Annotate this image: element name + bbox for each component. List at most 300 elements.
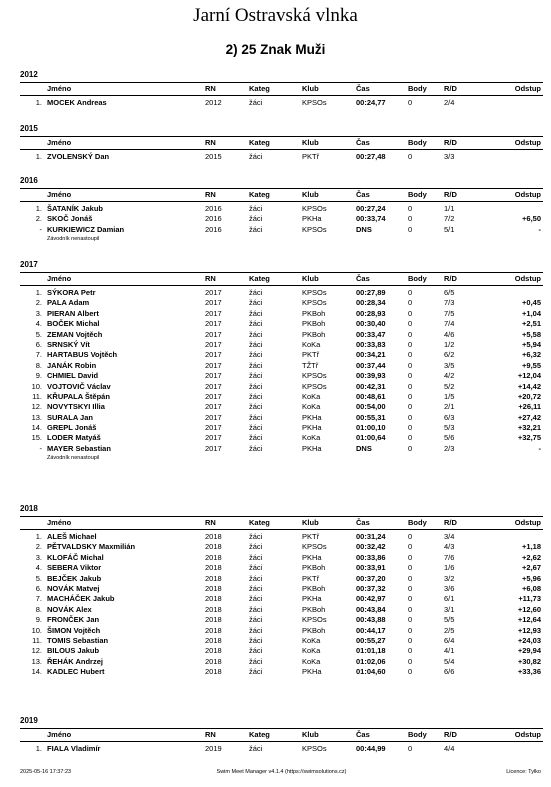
- cell-rank: 7.: [35, 350, 42, 360]
- cell-rd: 1/6: [444, 563, 455, 573]
- cell-name: BILOUS Jakub: [47, 646, 100, 656]
- page-footer: [20, 767, 543, 777]
- cell-rd: 5/2: [444, 381, 455, 391]
- cell-rd: 1/5: [444, 391, 455, 401]
- cell-odstup: +24,03: [517, 635, 541, 645]
- cell-body: 0: [408, 433, 413, 443]
- cell-rd: 7/3: [444, 298, 455, 308]
- cell-klub: KoKa: [302, 646, 321, 656]
- cell-odstup: +12,60: [517, 604, 541, 614]
- cell-cas: 00:33,86: [356, 552, 386, 562]
- section-year-label: 2016: [20, 176, 38, 185]
- cell-klub: PKBoh: [302, 604, 326, 614]
- cell-kateg: žáci: [249, 656, 263, 666]
- cell-rank: 12.: [31, 646, 42, 656]
- cell-odstup: -: [538, 443, 541, 453]
- table-row: [20, 605, 543, 615]
- cell-kateg: žáci: [249, 298, 263, 308]
- cell-body: 0: [408, 319, 413, 329]
- cell-klub: PKTř: [302, 350, 320, 360]
- cell-name: KURKIEWICZ Damian: [47, 224, 125, 234]
- cell-kateg: žáci: [249, 552, 263, 562]
- cell-rank: 10.: [31, 625, 42, 635]
- cell-body: 0: [408, 152, 413, 161]
- cell-rd: 3/6: [444, 583, 455, 593]
- cell-rd: 6/5: [444, 288, 455, 297]
- cell-body: 0: [408, 563, 413, 573]
- cell-name: ŠIMON Vojtěch: [47, 625, 101, 635]
- table-row: [20, 444, 543, 454]
- cell-rd: 2/4: [444, 98, 455, 107]
- cell-body: 0: [408, 98, 413, 107]
- cell-rn: 2017: [205, 391, 222, 401]
- header-odstup: Odstup: [514, 274, 541, 283]
- header-name: Jméno: [47, 518, 72, 527]
- cell-klub: PKBoh: [302, 563, 326, 573]
- cell-body: 0: [408, 635, 413, 645]
- cell-odstup: +5,94: [522, 339, 541, 349]
- cell-kateg: žáci: [249, 667, 263, 677]
- page-title: Jarní Ostravská vlnka: [193, 5, 358, 26]
- cell-rank: -: [39, 224, 42, 234]
- cell-odstup: +29,94: [517, 646, 541, 656]
- section-year-0: [20, 69, 543, 108]
- cell-cas: 00:37,20: [356, 573, 386, 583]
- cell-name: ALEŠ Michael: [47, 532, 97, 541]
- cell-body: 0: [408, 412, 413, 422]
- cell-odstup: +12,04: [517, 371, 541, 381]
- cell-rd: 5/3: [444, 423, 455, 433]
- row-note-text: Závodník nenastoupil: [47, 236, 100, 243]
- cell-body: 0: [408, 360, 413, 370]
- cell-kateg: žáci: [249, 308, 263, 318]
- cell-body: 0: [408, 214, 413, 224]
- cell-rd: 3/1: [444, 604, 455, 614]
- cell-rank: 14.: [31, 667, 42, 677]
- table-header: [20, 82, 543, 96]
- cell-klub: TŽTř: [302, 360, 319, 370]
- header-name: Jméno: [47, 138, 72, 147]
- cell-rn: 2016: [205, 214, 222, 224]
- cell-rn: 2019: [205, 744, 222, 753]
- cell-kateg: žáci: [249, 319, 263, 329]
- cell-body: 0: [408, 532, 413, 541]
- header-body: Body: [408, 190, 427, 199]
- cell-rank: 8.: [35, 360, 42, 370]
- table-row: [20, 361, 543, 371]
- cell-name: ZVOLENSKÝ Dan: [47, 152, 110, 161]
- section-year-label: 2019: [20, 716, 38, 725]
- cell-rd: 4/6: [444, 329, 455, 339]
- table-header: [20, 516, 543, 530]
- cell-kateg: žáci: [249, 360, 263, 370]
- header-name: Jméno: [47, 84, 72, 93]
- header-rn: RN: [205, 138, 216, 147]
- cell-body: 0: [408, 594, 413, 604]
- cell-kateg: žáci: [249, 339, 263, 349]
- cell-body: 0: [408, 744, 413, 753]
- table-header: [20, 272, 543, 286]
- cell-klub: KPSOs: [302, 744, 327, 753]
- cell-name: SÝKORA Petr: [47, 288, 96, 297]
- cell-kateg: žáci: [249, 381, 263, 391]
- header-odstup: Odstup: [514, 730, 541, 739]
- cell-body: 0: [408, 542, 413, 552]
- cell-rd: 3/4: [444, 532, 455, 541]
- table-row: [20, 350, 543, 360]
- cell-odstup: +6,50: [522, 214, 541, 224]
- cell-rd: 2/3: [444, 443, 455, 453]
- cell-rn: 2017: [205, 298, 222, 308]
- cell-rn: 2018: [205, 656, 222, 666]
- cell-cas: 00:42,31: [356, 381, 386, 391]
- cell-rn: 2018: [205, 635, 222, 645]
- cell-klub: KoKa: [302, 635, 321, 645]
- cell-rank: 1.: [35, 152, 42, 161]
- table-row: [20, 98, 543, 108]
- cell-rn: 2018: [205, 573, 222, 583]
- cell-cas: 00:43,84: [356, 604, 386, 614]
- cell-rn: 2017: [205, 308, 222, 318]
- table-row: [20, 340, 543, 350]
- cell-rank: 3.: [35, 308, 42, 318]
- cell-rn: 2015: [205, 152, 222, 161]
- table-row: [20, 584, 543, 594]
- cell-cas: 00:33,74: [356, 214, 386, 224]
- cell-rank: 9.: [35, 371, 42, 381]
- cell-klub: PKHa: [302, 552, 322, 562]
- cell-rn: 2018: [205, 563, 222, 573]
- cell-rd: 7/5: [444, 308, 455, 318]
- header-kateg: Kateg: [249, 518, 270, 527]
- cell-rank: 10.: [31, 381, 42, 391]
- cell-body: 0: [408, 615, 413, 625]
- table-row: [20, 636, 543, 646]
- cell-rank: 2.: [35, 214, 42, 224]
- cell-kateg: žáci: [249, 402, 263, 412]
- cell-cas: 01:02,06: [356, 656, 386, 666]
- cell-kateg: žáci: [249, 604, 263, 614]
- cell-klub: KPSOs: [302, 381, 327, 391]
- cell-rd: 7/4: [444, 319, 455, 329]
- header-body: Body: [408, 84, 427, 93]
- cell-rd: 6/1: [444, 594, 455, 604]
- cell-kateg: žáci: [249, 563, 263, 573]
- cell-odstup: +27,42: [517, 412, 541, 422]
- section-year-3: [20, 259, 543, 462]
- cell-rank: 5.: [35, 573, 42, 583]
- cell-rank: 7.: [35, 594, 42, 604]
- cell-rd: 4/4: [444, 744, 455, 753]
- cell-rank: 1.: [35, 288, 42, 297]
- cell-rn: 2018: [205, 542, 222, 552]
- cell-rank: 12.: [31, 402, 42, 412]
- table-row: [20, 657, 543, 667]
- header-rn: RN: [205, 730, 216, 739]
- cell-name: KLOFÁČ Michal: [47, 552, 104, 562]
- table-row: [20, 152, 543, 162]
- cell-klub: KPSOs: [302, 204, 327, 213]
- cell-body: 0: [408, 573, 413, 583]
- cell-rank: 2.: [35, 298, 42, 308]
- cell-odstup: +6,08: [522, 583, 541, 593]
- header-rd: R/D: [444, 274, 457, 283]
- cell-kateg: žáci: [249, 744, 263, 753]
- cell-name: PALA Adam: [47, 298, 90, 308]
- cell-body: 0: [408, 339, 413, 349]
- header-rd: R/D: [444, 730, 457, 739]
- cell-odstup: +14,42: [517, 381, 541, 391]
- cell-cas: 00:28,34: [356, 298, 386, 308]
- cell-klub: PKTř: [302, 573, 320, 583]
- cell-rd: 5/4: [444, 656, 455, 666]
- cell-kateg: žáci: [249, 224, 263, 234]
- cell-rank: 4.: [35, 319, 42, 329]
- cell-rank: 4.: [35, 563, 42, 573]
- cell-odstup: +32,21: [517, 423, 541, 433]
- cell-body: 0: [408, 604, 413, 614]
- header-name: Jméno: [47, 730, 72, 739]
- cell-name: MOCEK Andreas: [47, 98, 107, 107]
- cell-kateg: žáci: [249, 583, 263, 593]
- header-rn: RN: [205, 518, 216, 527]
- section-year-1: [20, 123, 543, 162]
- cell-body: 0: [408, 308, 413, 318]
- cell-cas: 00:44,99: [356, 744, 386, 753]
- table-row: [20, 532, 543, 542]
- table-row: [20, 615, 543, 625]
- table-row: [20, 423, 543, 433]
- cell-klub: PKHa: [302, 594, 322, 604]
- header-odstup: Odstup: [514, 190, 541, 199]
- cell-cas: 00:32,42: [356, 542, 386, 552]
- header-body: Body: [408, 518, 427, 527]
- cell-klub: PKHa: [302, 214, 322, 224]
- cell-rank: 6.: [35, 583, 42, 593]
- cell-kateg: žáci: [249, 615, 263, 625]
- cell-rn: 2016: [205, 204, 222, 213]
- cell-odstup: +11,73: [518, 594, 541, 604]
- section-year-label: 2018: [20, 504, 38, 513]
- cell-body: 0: [408, 298, 413, 308]
- cell-klub: KPSOs: [302, 98, 327, 107]
- cell-kateg: žáci: [249, 423, 263, 433]
- header-cas: Čas: [356, 84, 370, 93]
- cell-name: SRNSKÝ Vít: [47, 339, 90, 349]
- cell-kateg: žáci: [249, 391, 263, 401]
- cell-rd: 4/1: [444, 646, 455, 656]
- cell-klub: KoKa: [302, 433, 321, 443]
- cell-cas: 01:01,18: [356, 646, 386, 656]
- cell-odstup: +12,64: [517, 615, 541, 625]
- cell-name: KŘUPALA Štěpán: [47, 391, 110, 401]
- cell-odstup: +2,62: [522, 552, 541, 562]
- cell-name: GREPL Jonáš: [47, 423, 97, 433]
- header-rd: R/D: [444, 138, 457, 147]
- cell-klub: PKBoh: [302, 583, 326, 593]
- cell-odstup: +6,32: [522, 350, 541, 360]
- cell-odstup: +2,51: [522, 319, 541, 329]
- cell-rn: 2017: [205, 339, 222, 349]
- cell-klub: PKHa: [302, 423, 322, 433]
- header-cas: Čas: [356, 190, 370, 199]
- cell-rn: 2017: [205, 381, 222, 391]
- cell-name: ŘEHÁK Andrzej: [47, 656, 103, 666]
- cell-rn: 2012: [205, 98, 222, 107]
- cell-body: 0: [408, 288, 413, 297]
- cell-klub: PKTř: [302, 532, 320, 541]
- cell-body: 0: [408, 329, 413, 339]
- cell-klub: PKBoh: [302, 308, 326, 318]
- cell-rd: 1/2: [444, 339, 455, 349]
- header-odstup: Odstup: [514, 84, 541, 93]
- table-row: [20, 744, 543, 754]
- cell-cas: 00:55,27: [356, 635, 386, 645]
- cell-kateg: žáci: [249, 646, 263, 656]
- cell-rd: 3/3: [444, 152, 455, 161]
- cell-body: 0: [408, 204, 413, 213]
- table-header: [20, 136, 543, 150]
- cell-rn: 2017: [205, 319, 222, 329]
- cell-rn: 2017: [205, 360, 222, 370]
- table-row: [20, 594, 543, 604]
- cell-rd: 5/6: [444, 433, 455, 443]
- cell-rank: 14.: [31, 423, 42, 433]
- cell-kateg: žáci: [249, 412, 263, 422]
- header-klub: Klub: [302, 274, 319, 283]
- table-row: [20, 382, 543, 392]
- cell-odstup: -: [538, 224, 541, 234]
- section-year-label: 2017: [20, 260, 38, 269]
- cell-name: TOMIS Sebastian: [47, 635, 109, 645]
- cell-rn: 2016: [205, 224, 222, 234]
- cell-rank: 1.: [35, 744, 42, 753]
- cell-rank: 15.: [31, 433, 42, 443]
- cell-name: PĚTVALDSKY Maxmilián: [47, 542, 136, 552]
- cell-kateg: žáci: [249, 594, 263, 604]
- cell-cas: 00:27,48: [356, 152, 386, 161]
- cell-rn: 2018: [205, 552, 222, 562]
- cell-klub: PKHa: [302, 667, 322, 677]
- cell-klub: KoKa: [302, 391, 321, 401]
- cell-rd: 1/1: [444, 204, 455, 213]
- cell-klub: KPSOs: [302, 288, 327, 297]
- cell-klub: KoKa: [302, 402, 321, 412]
- cell-name: HARTABUS Vojtěch: [47, 350, 118, 360]
- cell-name: BOČEK Michal: [47, 319, 100, 329]
- header-rn: RN: [205, 274, 216, 283]
- header-cas: Čas: [356, 138, 370, 147]
- table-row: [20, 402, 543, 412]
- cell-klub: PKHa: [302, 443, 322, 453]
- header-klub: Klub: [302, 518, 319, 527]
- cell-rd: 6/3: [444, 412, 455, 422]
- cell-rn: 2018: [205, 625, 222, 635]
- cell-klub: KoKa: [302, 339, 321, 349]
- cell-kateg: žáci: [249, 98, 263, 107]
- cell-odstup: +5,58: [522, 329, 541, 339]
- cell-rank: 13.: [31, 412, 42, 422]
- table-header: [20, 728, 543, 742]
- cell-name: VOJTOVIČ Václav: [47, 381, 111, 391]
- cell-klub: PKTř: [302, 152, 320, 161]
- cell-kateg: žáci: [249, 214, 263, 224]
- table-row: [20, 204, 543, 214]
- cell-rd: 3/2: [444, 573, 455, 583]
- header-kateg: Kateg: [249, 84, 270, 93]
- cell-body: 0: [408, 423, 413, 433]
- cell-rank: 5.: [35, 329, 42, 339]
- cell-klub: KoKa: [302, 656, 321, 666]
- cell-odstup: +5,96: [522, 573, 541, 583]
- table-header: [20, 188, 543, 202]
- cell-cas: 00:24,77: [356, 98, 386, 107]
- cell-name: SKOČ Jonáš: [47, 214, 93, 224]
- cell-odstup: +12,93: [517, 625, 541, 635]
- header-rd: R/D: [444, 518, 457, 527]
- cell-cas: 00:54,00: [356, 402, 386, 412]
- table-row: [20, 371, 543, 381]
- cell-rank: 2.: [35, 542, 42, 552]
- cell-odstup: +9,55: [522, 360, 541, 370]
- cell-name: NOVÁK Alex: [47, 604, 92, 614]
- cell-cas: DNS: [356, 443, 372, 453]
- cell-cas: 00:48,61: [356, 391, 386, 401]
- cell-name: SURALA Jan: [47, 412, 93, 422]
- cell-kateg: žáci: [249, 433, 263, 443]
- header-cas: Čas: [356, 730, 370, 739]
- cell-rn: 2017: [205, 350, 222, 360]
- cell-rd: 5/5: [444, 615, 455, 625]
- cell-name: MACHÁČEK Jakub: [47, 594, 115, 604]
- cell-rn: 2018: [205, 532, 222, 541]
- cell-kateg: žáci: [249, 204, 263, 213]
- cell-body: 0: [408, 391, 413, 401]
- cell-cas: DNS: [356, 224, 372, 234]
- cell-rank: 11.: [32, 635, 42, 645]
- cell-name: BEJČEK Jakub: [47, 573, 102, 583]
- cell-name: SEBERA Viktor: [47, 563, 102, 573]
- header-kateg: Kateg: [249, 138, 270, 147]
- header-body: Body: [408, 730, 427, 739]
- cell-odstup: +30,82: [517, 656, 541, 666]
- table-row: [20, 574, 543, 584]
- cell-odstup: +26,11: [518, 402, 541, 412]
- cell-kateg: žáci: [249, 288, 263, 297]
- header-rd: R/D: [444, 190, 457, 199]
- header-cas: Čas: [356, 274, 370, 283]
- cell-name: FIALA Vladimír: [47, 744, 101, 753]
- header-odstup: Odstup: [514, 138, 541, 147]
- cell-cas: 00:33,47: [356, 329, 386, 339]
- cell-rd: 4/2: [444, 371, 455, 381]
- cell-rn: 2017: [205, 402, 222, 412]
- cell-rank: 1.: [35, 204, 42, 213]
- header-klub: Klub: [302, 730, 319, 739]
- cell-name: PIERAN Albert: [47, 308, 99, 318]
- cell-cas: 01:00,10: [356, 423, 386, 433]
- cell-name: MAYER Sebastian: [47, 443, 111, 453]
- cell-klub: KPSOs: [302, 371, 327, 381]
- table-row: [20, 288, 543, 298]
- cell-cas: 00:42,97: [356, 594, 386, 604]
- row-note: [20, 235, 543, 243]
- section-year-4: [20, 503, 543, 677]
- cell-rn: 2018: [205, 594, 222, 604]
- cell-cas: 00:27,89: [356, 288, 386, 297]
- cell-kateg: žáci: [249, 152, 263, 161]
- cell-body: 0: [408, 656, 413, 666]
